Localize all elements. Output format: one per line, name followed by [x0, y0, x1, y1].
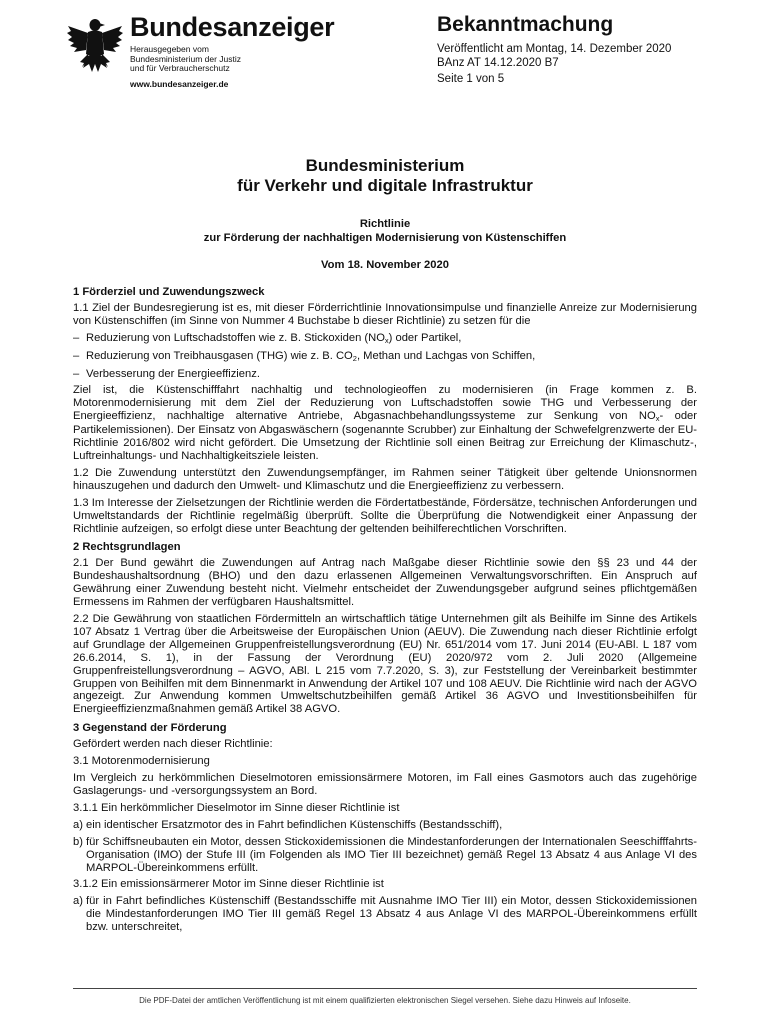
document-date: Vom 18. November 2020 — [321, 259, 449, 271]
list-item: b) für Schiffsneubauten ein Motor, dessen Stickoxidemissionen die Mindestanforderungen der Internationalen Seeschifffahrts-Organisation (IMO) der Stufe III (im Folgenden als IMO Tier III bezeichnet) gemäß Regel 13 Absatz 4 aus Anlage VI des MARPOL-Übereinkommens erfüllt. — [73, 835, 697, 874]
publisher-info: Herausgegeben vom Bundesministerium der Justiz und für Verbraucherschutz — [130, 44, 242, 73]
notice-info — [437, 12, 671, 87]
list-item: – Verbesserung der Energieeffizienz. — [73, 367, 260, 380]
list-item: a) für in Fahrt befindliches Küstenschiff (Bestandsschiffe mit Ausnahme IMO Tier III) ein Motor, dessen Stickoxidemissionen die Mindestanforderungen IMO Tier III gemäß Regel 13 Absatz 4 aus Anlage VI des MARPOL-Übereinkommens erfüllt bzw. unterschreitet, — [73, 895, 697, 934]
page-header — [66, 12, 706, 92]
brand-title: Bundesanzeiger — [130, 12, 335, 42]
paragraph: 1.2 Die Zuwendung unterstützt den Zuwendungsempfänger, im Rahmen seiner Tätigkeit über geltende Unionsnormen hinauszugehen und dadurch den Umwelt- und Klimaschutz und die Energieeffizienz zu verbessern. — [73, 466, 697, 492]
notice-title: Bekanntmachung — [437, 13, 614, 36]
list-item: – Reduzierung von Treibhausgasen (THG) wie z. B. CO2, Methan und Lachgas von Schiffen, — [73, 349, 536, 363]
footer-divider — [73, 988, 697, 989]
subsection-heading: 3.1.1 Ein herkömmlicher Dieselmotor im Sinne dieser Richtlinie ist — [73, 801, 400, 814]
website-link[interactable]: www.bundesanzeiger.de — [130, 78, 229, 89]
list-item: a) ein identischer Ersatzmotor des in Fahrt befindlichen Küstenschiffs (Bestandsschiff), — [73, 818, 503, 831]
publication-date: Veröffentlicht am Montag, 14. Dezember 2020 — [437, 43, 672, 55]
paragraph: Ziel ist, die Küstenschifffahrt nachhaltig und technologieoffen zu modernisieren (in Frage kommen z. B. Motorenmodernisierung mit dem Ziel der Reduzierung von Luftschadstoffen sowie THG und Verbesserung der Energieeffizienz, nachhaltige alternative Antriebe, Abgasnachbehandlungssysteme zur Senkung von NOx- oder Partikelemissionen). Der Einsatz von Abgaswäschern (sogenannte Scrubber) zur Einhaltung der Schwefelgrenzwerte der EU-Richtlinie 2016/802 wird nicht gefördert. Die Umsetzung der Richtlinie soll einen Beitrag zur Erreichung der Klimaschutz-, Luftreinhaltungs- und Nachhaltigkeitsziele leisten. — [73, 384, 697, 462]
paragraph: 2.2 Die Gewährung von staatlichen Fördermitteln an wirtschaftlich tätige Unternehmen gilt als Beihilfe im Sinne des Artikels 107 Absatz 1 Vertrag über die Arbeitsweise der Europäischen Union (AEUV). Die Zuwendung nach dieser Richtlinie erfolgt auf Grundlage der Allgemeinen Gruppenfreistellungsverordnung (EU) Nr. 651/2014 vom 17. Juni 2014 (EU-ABl. L 187 vom 26.6.2014, S. 1), in der Fassung der Verordnung (EU) 2020/972 vom 2. Juli 2020 (Allgemeine Gruppenfreistellungsverordnung – AGVO, ABl. L 215 vom 7.7.2020, S. 3), zur Feststellung der Vereinbarkeit bestimmter Gruppen von Beihilfen mit dem Binnenmarkt in Anwendung der Artikel 107 und 108 AEUV. Die Richtlinie wird nach der AGVO angezeigt. Zur Anwendung kommen Umweltschutzbeihilfen gemäß Artikel 36 AGVO und Investitionsbeihilfen für Energieeffizienzmaßnahmen gemäß Artikel 38 AGVO. — [73, 613, 697, 716]
paragraph: 2.1 Der Bund gewährt die Zuwendungen auf Antrag nach Maßgabe dieser Richtlinie sowie den §§ 23 und 44 der Bundeshaushaltsordnung (BHO) und den dazu erlassenen Allgemeinen Verwaltungsvorschriften. Ein Anspruch auf Gewährung einer Zuwendung besteht nicht. Vielmehr entscheidet der Zuwendungsgeber aufgrund seines pflichtgemäßen Ermessens im Rahmen der verfügbaren Haushaltsmittel. — [73, 557, 697, 609]
section-heading: 1 Förderziel und Zuwendungszweck — [73, 285, 265, 298]
list-item: – Reduzierung von Luftschadstoffen wie z. B. Stickoxiden (NOx) oder Partikel, — [73, 331, 462, 345]
subsection-heading: 3.1.2 Ein emissionsärmerer Motor im Sinne dieser Richtlinie ist — [73, 878, 384, 891]
section-heading: 3 Gegenstand der Förderung — [73, 722, 227, 735]
federal-eagle-icon — [66, 16, 124, 78]
document-title: Richtlinie zur Förderung der nachhaltigen Modernisierung von Küstenschiffen — [203, 218, 567, 244]
paragraph: Gefördert werden nach dieser Richtlinie: — [73, 738, 273, 751]
document-body — [73, 156, 697, 938]
paragraph: 1.1 Ziel der Bundesregierung ist es, mit dieser Förderrichtlinie Innovationsimpulse und finanzielle Anreize zur Modernisierung von Küstenschiffen (im Sinne von Nummer 4 Buchstabe b dieser Richtlinie) zu setzen für die — [73, 301, 697, 327]
paragraph: Im Vergleich zu herkömmlichen Dieselmotoren emissionsärmere Motoren, im Fall eines Gasmotors auch das zugehörige Gaslagerungs- und -versorgungssystem an Bord. — [73, 772, 697, 797]
reference-number: BAnz AT 14.12.2020 B7 — [437, 56, 559, 69]
section-heading: 2 Rechtsgrundlagen — [73, 541, 181, 554]
subsection-heading: 3.1 Motorenmodernisierung — [73, 755, 210, 768]
paragraph: 1.3 Im Interesse der Zielsetzungen der Richtlinie werden die Fördertatbestände, Fördersätze, technischen Anforderungen und Umweltstandards der Richtlinie regelmäßig überprüft. Sollte die Überprüfung die Notwendigkeit einer Anpassung der Richtlinie aufzeigen, so erfolgt diese unter Beachtung der geltenden beihilferechtlichen Vorschriften. — [73, 496, 697, 535]
ministry-name: Bundesministerium für Verkehr und digitale Infrastruktur — [237, 156, 533, 195]
page-indicator: Seite 1 von 5 — [437, 73, 505, 85]
footer-note: Die PDF-Datei der amtlichen Veröffentlichung ist mit einem qualifizierten elektronischen Siegel versehen. Siehe dazu Hinweis auf Infoseite. — [139, 996, 631, 1005]
